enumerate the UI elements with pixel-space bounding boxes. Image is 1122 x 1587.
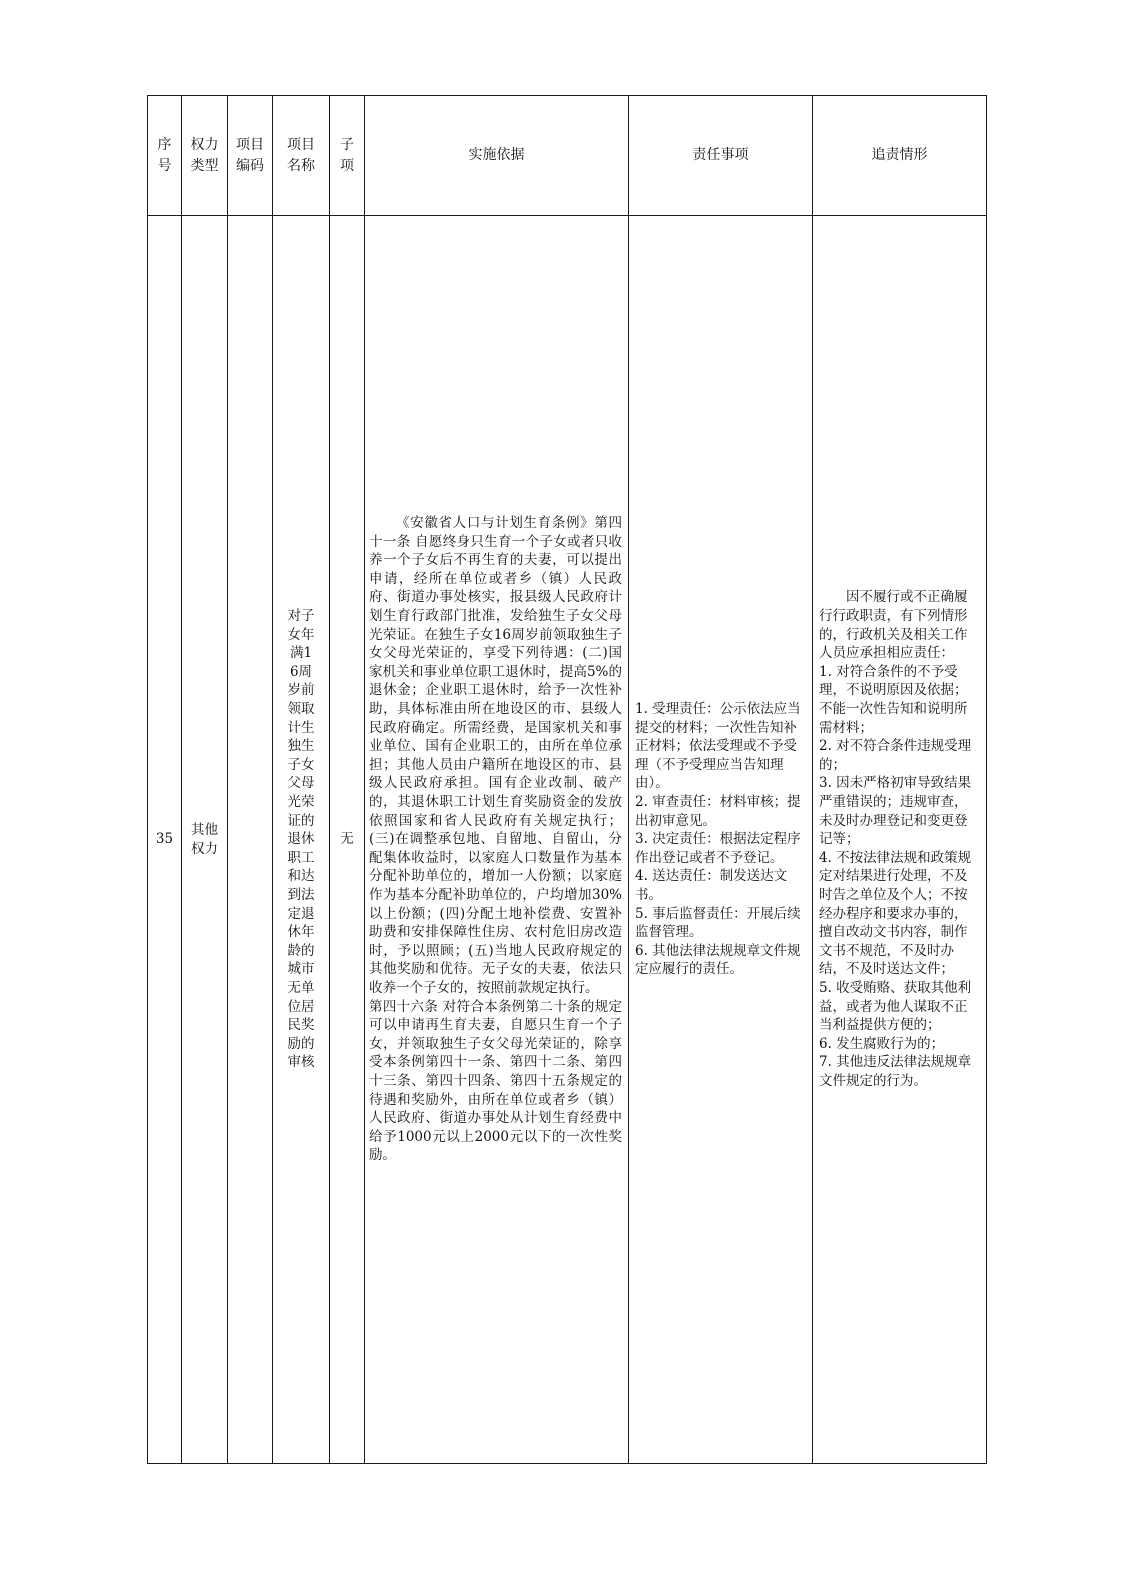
header-power-type: 权力类型 xyxy=(182,96,228,216)
cell-liability xyxy=(813,216,987,1464)
table-row xyxy=(148,216,987,1464)
duty-item: 5. 事后监督责任：开展后续监督管理。 xyxy=(635,905,801,941)
cell-duties xyxy=(629,216,813,1464)
cell-power-type: 其他权力 xyxy=(182,216,228,1464)
liability-item: 6. 发生腐败行为的； xyxy=(819,1035,945,1052)
cell-seq: 35 xyxy=(148,216,182,1464)
header-seq: 序号 xyxy=(148,96,182,216)
liability-item: 4. 不按法律法规和政策规定对结果进行处理，不及时告之单位及个人；不按经办程序和要求办事的，擅自改动文书内容，制作文书不规范，不及时办结，不及时送达文件； xyxy=(819,849,972,978)
liability-item: 5. 收受贿赂、获取其他利益，或者为他人谋取不正当利益提供方便的； xyxy=(819,979,972,1034)
basis-paragraph-2: 第四十六条 对符合本条例第二十条的规定可以申请再生育夫妻，自愿只生育一个子女，并领取独生子女父母光荣证的，除享受本条例第四十一条、第四十二条、第四十三条、第四十四条、第四十五条规定的待遇和奖励外，由所在单位或者乡（镇）人民政府、街道办事处从计划生育经费中给予1000元以上2000元以下的一次性奖励。 xyxy=(369,998,622,1164)
duty-item: 6. 其他法律法规规章文件规定应履行的责任。 xyxy=(635,942,801,978)
liability-item: 1. 对符合条件的不予受理，不说明原因及依据；不能一次性告知和说明所需材料； xyxy=(819,663,968,736)
cell-sub-item: 无 xyxy=(330,216,365,1464)
basis-paragraph-1: 《安徽省人口与计划生育条例》第四十一条 自愿终身只生育一个子女或者只收养一个子女后不再生育的夫妻，可以提出申请，经所在单位或者乡（镇）人民政府、街道办事处核实，报县级人民政府计划生育行政部门批准，发给独生子女父母光荣证。在独生子女16周岁前领取独生子女父母光荣证的，享受下列待遇：(二)国家机关和事业单位职工退休时，提高5%的退休金；企业职工退休时，给予一次性补助，具体标准由所在地设区的市、县级人民政府确定。所需经费，是国家机关和事业单位、国有企业职工的，由所在单位承担；其他人员由户籍所在地设区的市、县级人民政府承担。国有企业改制、破产的，其退休职工计划生育奖励资金的发放依照国家和省人民政府有关规定执行；(三)在调整承包地、自留地、自留山，分配集体收益时，以家庭人口数量作为基本分配补助单位的，增加一人份额；以家庭作为基本分配补助单位的，户均增加30%以上份额；(四)分配土地补偿费、安置补助费和安排保障性住房、农村危旧房改造时，予以照顾；(五)当地人民政府规定的其他奖励和优待。无子女的夫妻，依法只收养一个子女的，按照前款规定执行。 xyxy=(369,515,622,996)
liability-intro: 因不履行或不正确履行行政职责，有下列情形的，行政机关及相关工作人员应承担相应责任： xyxy=(819,589,968,662)
liability-item: 3. 因未严格初审导致结果严重错误的；违规审查，未及时办理登记和变更登记等； xyxy=(819,775,972,848)
cell-item-name: 对子女年满16周岁前领取计生独生子女父母光荣证的退休职工和达到法定退休年龄的城市无单位居民奖励的审核 xyxy=(273,216,330,1464)
duty-item: 2. 审查责任：材料审核；提出初审意见。 xyxy=(635,794,801,829)
header-basis: 实施依据 xyxy=(365,96,629,216)
cell-basis xyxy=(365,216,629,1464)
duty-item: 4. 送达责任：制发送达文书。 xyxy=(635,868,788,903)
duty-item: 3. 决定责任：根据法定程序作出登记或者不予登记。 xyxy=(635,831,801,866)
header-liability: 追责情形 xyxy=(813,96,987,216)
header-item-code: 项目编码 xyxy=(228,96,273,216)
power-list-table xyxy=(147,95,987,1464)
header-item-name: 项目名称 xyxy=(273,96,330,216)
liability-item: 2. 对不符合条件违规受理的； xyxy=(819,738,972,773)
header-row xyxy=(148,96,987,216)
header-sub-item: 子项 xyxy=(330,96,365,216)
cell-item-code xyxy=(228,216,273,1464)
liability-item: 7. 其他违反法律法规规章文件规定的行为。 xyxy=(819,1054,972,1089)
duty-item: 1. 受理责任：公示依法应当提交的材料；一次性告知补正材料；依法受理或不予受理（不予受理应当告知理由）。 xyxy=(635,701,801,792)
header-duties: 责任事项 xyxy=(629,96,813,216)
